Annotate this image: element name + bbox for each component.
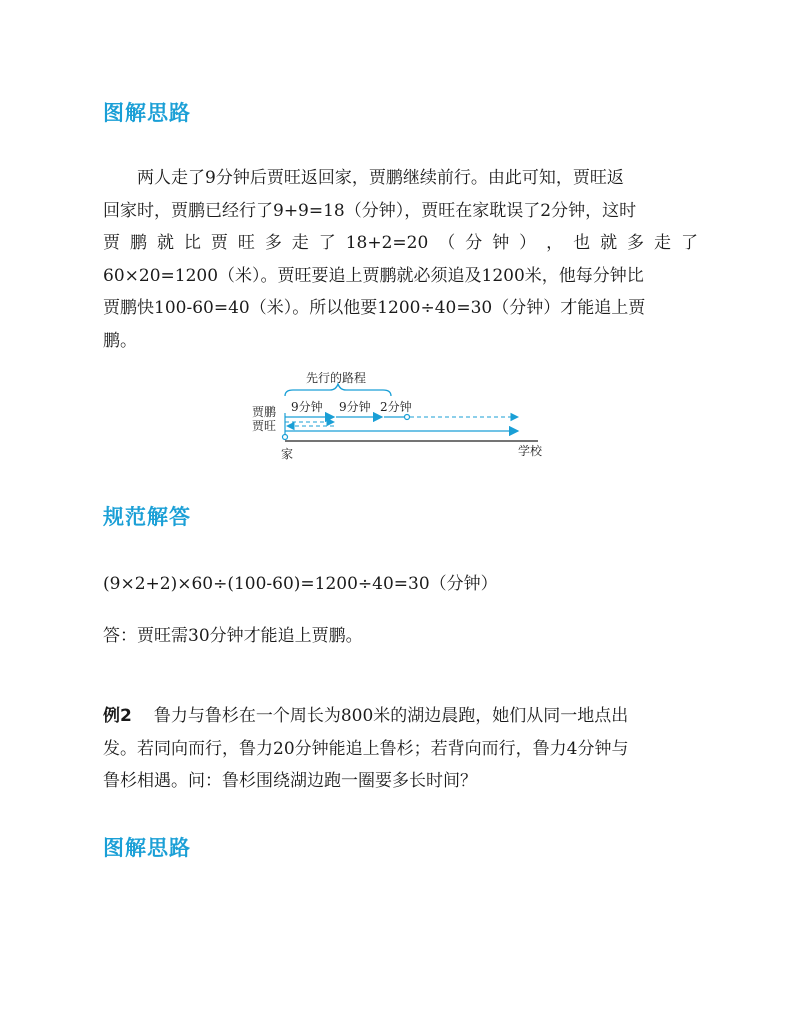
section-heading-diagram-idea: 图解思路 [103, 101, 191, 125]
paragraph-line: 鹏。 [103, 330, 137, 351]
paragraph-line: 贾鹏快100-60=40（米）。所以他要1200÷40=30（分钟）才能追上贾 [103, 298, 646, 318]
school-label: 学校 [518, 444, 543, 458]
word: 鹏 [129, 233, 147, 253]
word: 多 [264, 233, 282, 253]
word: 走 [291, 233, 309, 253]
word: 了 [680, 233, 698, 253]
word: 就 [600, 233, 618, 253]
section-heading-diagram-idea-2: 图解思路 [103, 836, 191, 860]
word: 18+2=20 [345, 233, 429, 253]
word: ） [519, 233, 537, 253]
person-label-jiapeng: 贾鹏 [252, 405, 277, 419]
example-label: 例2 [103, 706, 132, 726]
meeting-point [405, 415, 410, 420]
paragraph-line [103, 700, 698, 733]
paragraph-line: 发。若同向而行，鲁力20分钟能追上鲁杉；若背向而行，鲁力4分钟与 [103, 738, 629, 759]
paragraph-line: 鲁杉相遇。问：鲁杉围绕湖边跑一圈要多长时间？ [103, 771, 477, 791]
section-heading-standard-answer: 规范解答 [103, 505, 191, 529]
example-text: 鲁力与鲁杉在一个周长为800米的湖边晨跑，她们从同一地点出 [153, 706, 629, 726]
word: 走 [654, 233, 672, 253]
paragraph-line: 两人走了9分钟后贾旺返回家，贾鹏继续前行。由此可知，贾旺返 [137, 168, 624, 188]
word: 贾 [210, 233, 228, 253]
segment-label-2: 9分钟 [339, 400, 371, 414]
word: 比 [183, 233, 201, 253]
word: 旺 [237, 233, 255, 253]
word: 分 [465, 233, 483, 253]
example-2-problem [103, 700, 698, 798]
answer-line: 答：贾旺需30分钟才能追上贾鹏。 [103, 626, 363, 646]
word: 就 [156, 233, 174, 253]
paragraph-line: 回家时，贾鹏已经行了9+9=18（分钟），贾旺在家耽误了2分钟，这时 [103, 200, 637, 221]
brace [285, 384, 391, 396]
word: 了 [318, 233, 336, 253]
word: 也 [573, 233, 591, 253]
segment-label-3: 2分钟 [380, 400, 412, 414]
person-label-jiawang: 贾旺 [252, 419, 277, 433]
word: ， [546, 233, 564, 253]
brace-label: 先行的路程 [306, 371, 367, 385]
word: 多 [627, 233, 645, 253]
word: （ [438, 233, 456, 253]
home-label: 家 [281, 447, 294, 461]
home-point [283, 435, 288, 440]
paragraph-line: 60×20=1200（米）。贾旺要追上贾鹏就必须追及1200米，他每分钟比 [103, 265, 644, 286]
paragraph-line-justified [103, 227, 698, 260]
chase-diagram [248, 365, 558, 465]
explanation-paragraph [103, 162, 698, 357]
solution-formula: (9×2+2)×60÷(100-60)=1200÷40=30（分钟） [103, 574, 498, 594]
segment-label-1: 9分钟 [291, 400, 323, 414]
word: 钟 [492, 233, 510, 253]
word: 贾 [103, 233, 120, 253]
